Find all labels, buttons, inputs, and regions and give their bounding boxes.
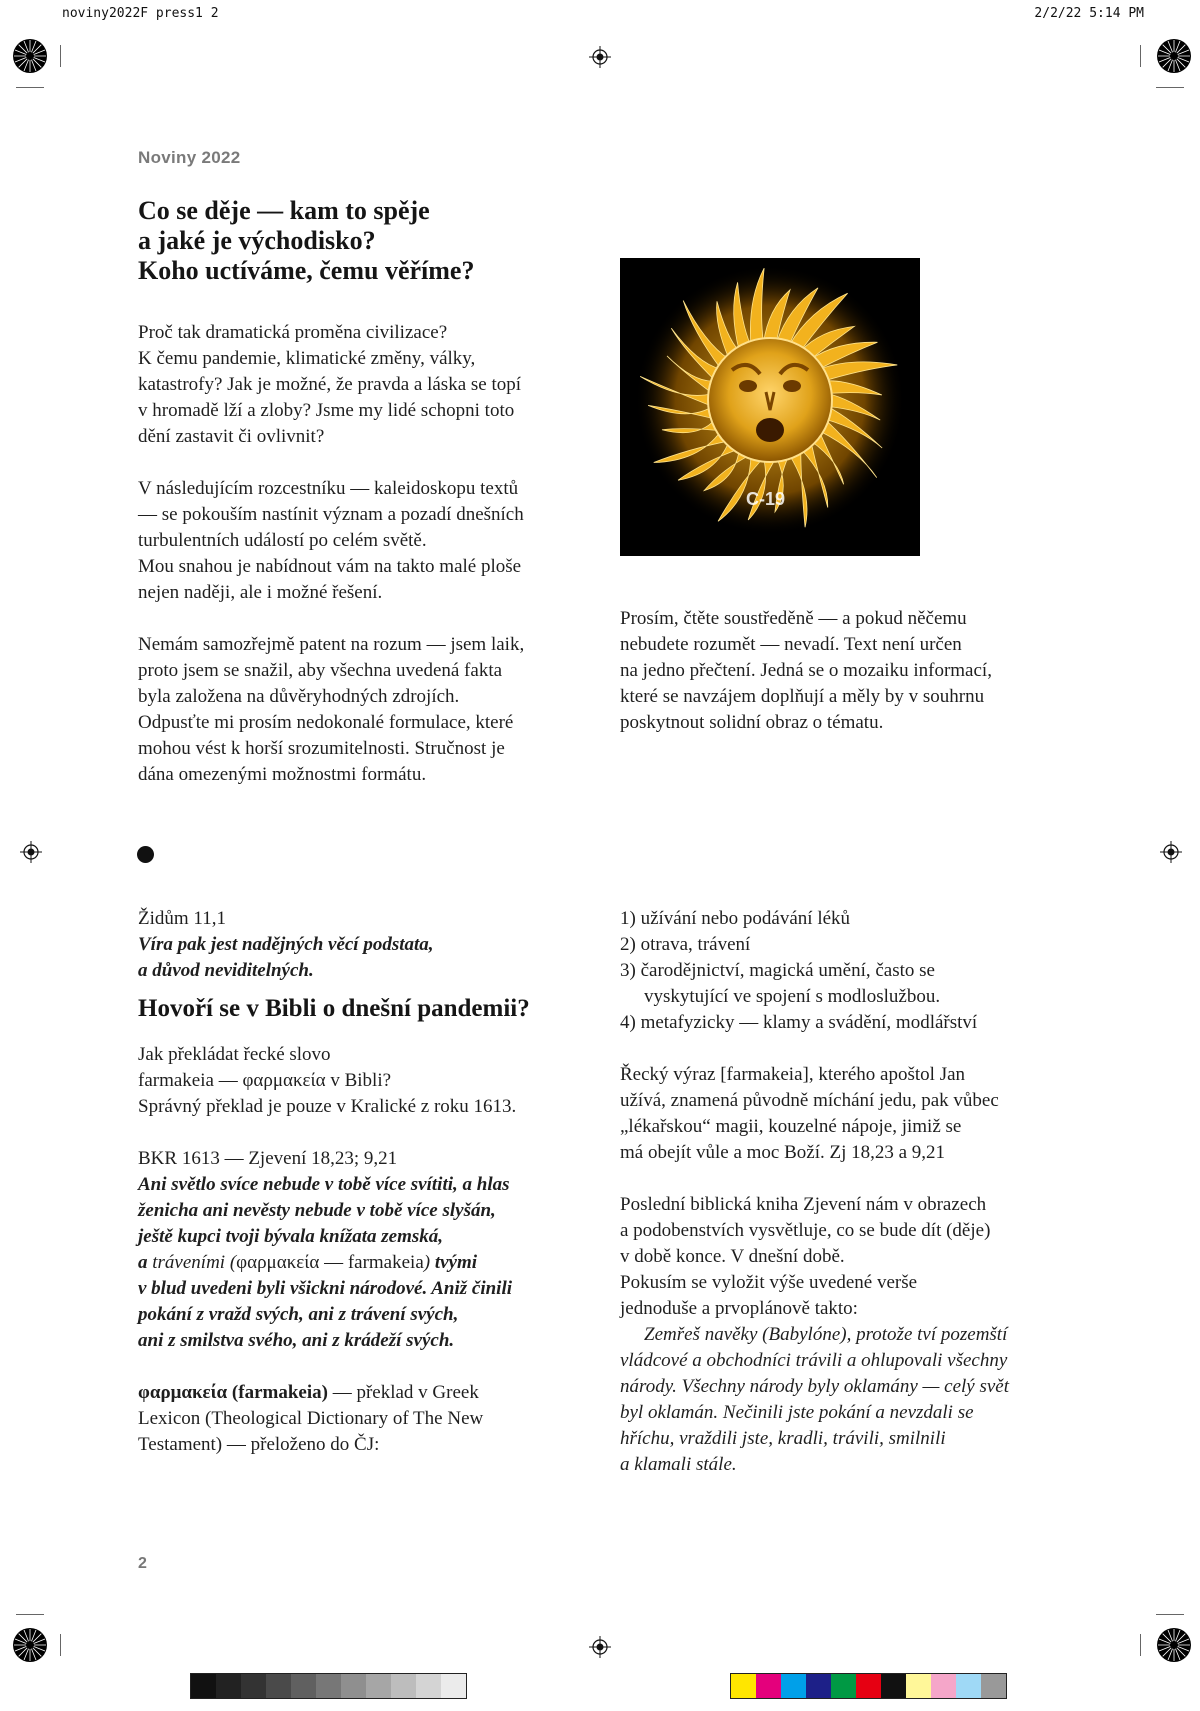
color-swatch	[881, 1674, 906, 1698]
image-caption-label: C-19	[746, 489, 786, 509]
interpretation-paragraph: Zemřeš navěky (Babylóne), protože tví pozemští vládcové a obchodníci trávili a ohlupovali všechny národy. Všechny národy byly oklamány — celý svět byl oklamán. Nečinili jste pokání a nevzdali se hříchu, vraždili jste, kradli, trávili, smilnili a klamali stále.	[620, 1324, 1010, 1475]
color-swatch	[391, 1674, 416, 1698]
color-swatch	[316, 1674, 341, 1698]
lexicon-paragraph: φαρμακεία (farmakeia) — překlad v Greek Lexicon (Theological Dictionary of The New Testament) — přeloženo do ČJ:	[138, 1382, 484, 1455]
color-swatch	[756, 1674, 781, 1698]
headline-line: a jaké je východisko?	[138, 226, 376, 255]
crop-mark	[1140, 1634, 1141, 1656]
registration-mark-icon	[589, 1636, 611, 1658]
right-intro-paragraph: Prosím, čtěte soustředěně — a pokud něčemu nebudete rozumět — nevadí. Text není určen na jedno přečtení. Jedná se o mozaiku informací, které se navzájem doplňují a měly by v souhrnu poskytnout solidní obraz o tématu.	[620, 608, 992, 733]
right-intro-column	[620, 606, 1090, 736]
intro-column	[138, 320, 608, 788]
starburst-registration-icon	[12, 38, 48, 74]
section-heading: Hovoří se v Bibli o dnešní pandemii?	[138, 995, 530, 1022]
bkr-reference: BKR 1613 — Zjevení 18,23; 9,21	[138, 1148, 398, 1169]
color-swatch	[441, 1674, 466, 1698]
translation-question: Jak překládat řecké slovo farmakeia — φαρμακεία v Bibli? Správný překlad je pouze v Kralické z roku 1613.	[138, 1044, 517, 1117]
crop-mark	[1156, 1614, 1184, 1615]
color-swatch	[341, 1674, 366, 1698]
headline-line: Koho uctíváme, čemu věříme?	[138, 256, 475, 285]
page-number: 2	[138, 1555, 147, 1572]
color-swatch	[416, 1674, 441, 1698]
color-swatch	[191, 1674, 216, 1698]
color-swatch	[906, 1674, 931, 1698]
color-swatch	[241, 1674, 266, 1698]
crop-mark	[16, 1614, 44, 1615]
color-swatch	[366, 1674, 391, 1698]
color-swatch	[806, 1674, 831, 1698]
color-swatch	[931, 1674, 956, 1698]
crop-mark	[1140, 45, 1141, 67]
color-swatch	[266, 1674, 291, 1698]
starburst-registration-icon	[12, 1627, 48, 1663]
explanation-paragraph: Řecký výraz [farmakeia], kterého apoštol Jan užívá, znamená původně míchání jedu, pak vůbec „lékařskou“ magii, kouzelné nápoje, jimiž se má obejít vůle a moc Boží. Zj 18,23 a 9,21	[620, 1064, 999, 1163]
starburst-registration-icon	[1156, 1627, 1192, 1663]
intro-paragraph: Nemám samozřejmě patent na rozum — jsem laik, proto jsem se snažil, aby všechna uvedená fakta byla založena na důvěryhodných zdrojích. Odpusťte mi prosím nedokonalé formulace, které mohou vést k horší srozumitelnosti. Stručnost je dána omezenými možnostmi formátu.	[138, 634, 525, 785]
crop-mark	[16, 87, 44, 88]
slug-timestamp: 2/2/22 5:14 PM	[1034, 6, 1144, 21]
sun-face-image	[620, 258, 920, 556]
headline-line: Co se děje — kam to spěje	[138, 196, 430, 225]
color-swatch	[731, 1674, 756, 1698]
scripture-reference: Židům 11,1	[138, 908, 226, 929]
publication-label: Noviny 2022	[138, 148, 241, 167]
color-swatch	[216, 1674, 241, 1698]
section-bullet	[137, 846, 154, 863]
process-color-bar	[730, 1673, 1007, 1699]
crop-mark	[1156, 87, 1184, 88]
registration-mark-icon	[1160, 841, 1182, 863]
slug-filename: noviny2022F press1 2	[62, 6, 219, 21]
crop-mark	[60, 1634, 61, 1656]
bible-section-right	[620, 906, 1100, 1478]
color-swatch	[956, 1674, 981, 1698]
color-swatch	[981, 1674, 1006, 1698]
bible-section-left	[138, 906, 608, 1458]
color-swatch	[291, 1674, 316, 1698]
page-headline	[138, 196, 474, 286]
color-swatch	[831, 1674, 856, 1698]
color-swatch	[856, 1674, 881, 1698]
intro-paragraph: V následujícím rozcestníku — kaleidoskopu textů — se pokouším nastínit význam a pozadí dnešních turbulentních událostí po celém světě. Mou snahou je nabídnout vám na takto malé ploše nejen naději, ale i možné řešení.	[138, 478, 524, 603]
starburst-registration-icon	[1156, 38, 1192, 74]
crop-mark	[60, 45, 61, 67]
intro-paragraph: Proč tak dramatická proměna civilizace? K čemu pandemie, klimatické změny, války, katastrofy? Jak je možné, že pravda a láska se topí v hromadě lží a zloby? Jsme my lidé schopni toto dění zastavit či ovlivnit?	[138, 322, 522, 447]
registration-mark-icon	[20, 841, 42, 863]
registration-mark-icon	[589, 46, 611, 68]
color-swatch	[781, 1674, 806, 1698]
scripture-verse: Víra pak jest nadějných věcí podstata, a důvod neviditelných.	[138, 934, 434, 981]
definition-list: 1) užívání nebo podávání léků 2) otrava, trávení 3) čarodějnictví, magická umění, často se vyskytující ve spojení s modloslužbou. 4) metafyzicky — klamy a svádění, modlářství	[620, 908, 978, 1033]
grayscale-color-bar	[190, 1673, 467, 1699]
explanation-paragraph: Poslední biblická kniha Zjevení nám v obrazech a podobenstvích vysvětluje, co se bude dít (děje) v době konce. V dnešní době. Pokusím se vyložit výše uvedené verše jednoduše a prvoplánově takto:	[620, 1194, 991, 1319]
bkr-quote: Ani světlo svíce nebude v tobě více svítiti, a hlas ženicha ani nevěsty nebude v tobě více slyšán, ještě kupci tvoji bývala knížata zemská, a tráveními (φαρμακεία — farmakeia) tvými v blud uvedeni byli všickni národové. Aniž činili pokání z vražd svých, ani z trávení svých, ani z smilstva svého, ani z krádeží svých.	[138, 1174, 513, 1351]
